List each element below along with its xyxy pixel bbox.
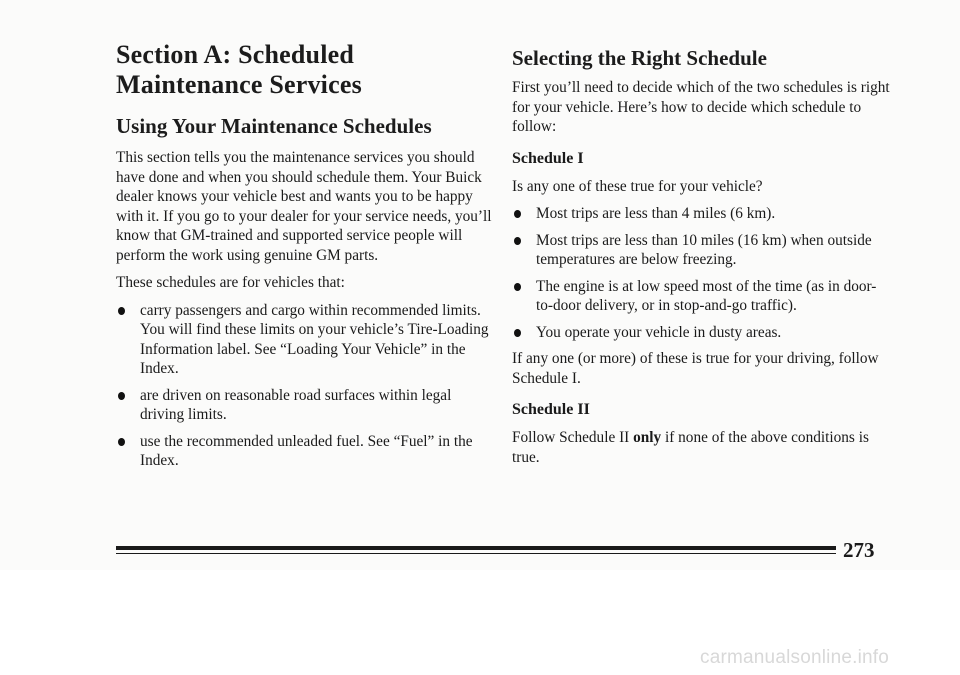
list-item-text: use the recommended unleaded fuel. See “Fuel” in the Index. bbox=[140, 432, 473, 469]
schedule-2-heading: Schedule II bbox=[512, 401, 590, 418]
intro-paragraph: This section tells you the maintenance services you should have done and when you should schedule them. Your Buick dealer knows your vehicle best and wants you to be happy with it. If you go to your dealer for your service needs, you’ll know that GM-trained and supported service people will perform the work using genuine GM parts. bbox=[116, 149, 492, 264]
schedule-2-text bbox=[512, 428, 892, 467]
list-item-text: The engine is at low speed most of the time (as in door-to-door delivery, or in stop-and-go traffic). bbox=[536, 277, 877, 314]
list-item bbox=[116, 301, 496, 379]
schedule-1-question: Is any one of these true for your vehicle? bbox=[512, 177, 763, 195]
watermark: carmanualsonline.info bbox=[700, 647, 890, 668]
list-item bbox=[512, 231, 892, 270]
list-item bbox=[512, 204, 892, 224]
bullet-icon bbox=[118, 307, 125, 315]
right-intro: First you’ll need to decide which of the two schedules is right for your vehicle. Here’s how to decide which schedule to follow: bbox=[512, 79, 890, 135]
left-column bbox=[116, 40, 496, 478]
list-intro: These schedules are for vehicles that: bbox=[116, 274, 345, 291]
list-item bbox=[116, 432, 496, 471]
list-item bbox=[116, 386, 496, 425]
schedule-2-emphasis: only bbox=[633, 429, 662, 446]
list-item-text: carry passengers and cargo within recommended limits. You will find these limits on your vehicle’s Tire-Loading Information label. See “Loading Your Vehicle” in the Index. bbox=[140, 301, 489, 377]
vehicle-conditions-list bbox=[116, 301, 496, 471]
schedule-1-list bbox=[512, 204, 892, 342]
right-heading: Selecting the Right Schedule bbox=[512, 46, 767, 70]
list-item-text: are driven on reasonable road surfaces within legal driving limits. bbox=[140, 386, 452, 423]
list-item-text: Most trips are less than 10 miles (16 km) when outside temperatures are below freezing. bbox=[536, 231, 872, 268]
schedule-2-text-after: if none of the above conditions is true. bbox=[512, 429, 869, 466]
right-column bbox=[512, 40, 892, 475]
bullet-icon bbox=[514, 237, 521, 245]
list-item bbox=[512, 323, 892, 343]
schedule-1-conclusion: If any one (or more) of these is true for your driving, follow Schedule I. bbox=[512, 350, 879, 387]
subheading: Using Your Maintenance Schedules bbox=[116, 114, 432, 138]
section-title: Section A: Scheduled Maintenance Services bbox=[116, 40, 362, 99]
bullet-icon bbox=[118, 392, 125, 400]
list-item-text: Most trips are less than 4 miles (6 km). bbox=[536, 205, 776, 222]
page-number: 273 bbox=[843, 538, 875, 562]
list-item-text: You operate your vehicle in dusty areas. bbox=[536, 323, 782, 341]
bullet-icon bbox=[514, 329, 521, 337]
bullet-icon bbox=[514, 210, 521, 218]
list-item bbox=[512, 277, 892, 316]
bullet-icon bbox=[514, 283, 521, 291]
schedule-1-heading: Schedule I bbox=[512, 149, 584, 167]
bullet-icon bbox=[118, 438, 125, 446]
schedule-2-text-before: Follow Schedule II bbox=[512, 429, 630, 446]
